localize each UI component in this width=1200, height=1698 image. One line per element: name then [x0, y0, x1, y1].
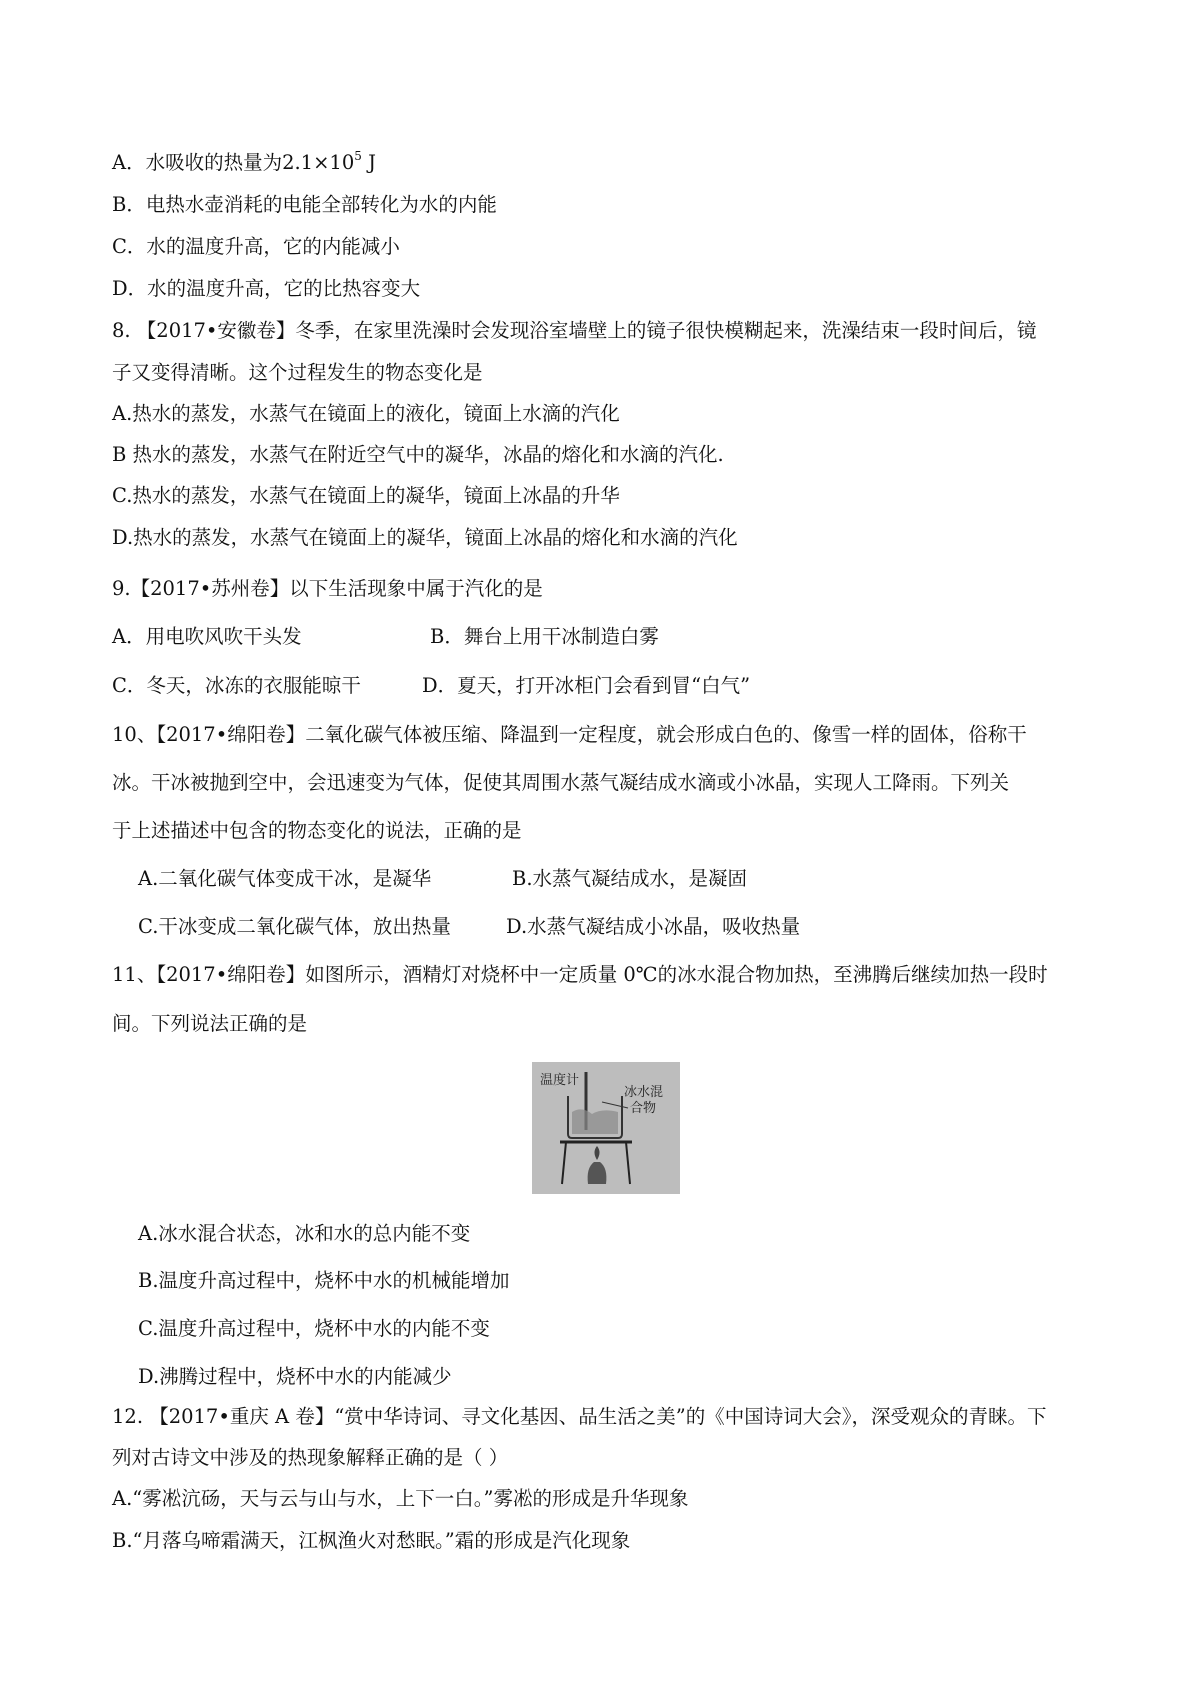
- q8-option-c: C.热水的蒸发，水蒸气在镜面上的凝华，镜面上冰晶的升华: [112, 484, 620, 507]
- q7-option-b: B．电热水壶消耗的电能全部转化为水的内能: [112, 193, 497, 216]
- q12-stem-line-2: 列对古诗文中涉及的热现象解释正确的是（ ）: [112, 1446, 509, 1469]
- q7-option-d: D．水的温度升高，它的比热容变大: [112, 277, 421, 300]
- q11-option-c: C.温度升高过程中，烧杯中水的内能不变: [138, 1317, 490, 1340]
- q9-stem: 9.【2017•苏州卷】以下生活现象中属于汽化的是: [112, 577, 543, 600]
- ice-water-mixture: [572, 1109, 618, 1134]
- q8-option-a: A.热水的蒸发，水蒸气在镜面上的液化，镜面上水滴的汽化: [112, 402, 620, 425]
- q7-option-c: C．水的温度升高，它的内能减小: [112, 235, 400, 258]
- figure-label-mixture-2: 合物: [630, 1101, 657, 1116]
- q10-option-b: B.水蒸气凝结成水，是凝固: [512, 867, 748, 890]
- q10-stem-line-3: 于上述描述中包含的物态变化的说法，正确的是: [112, 819, 522, 842]
- figure-label-thermometer: 温度计: [540, 1073, 580, 1088]
- q11-option-a: A.冰水混合状态，冰和水的总内能不变: [138, 1222, 471, 1245]
- q10-option-a: A.二氧化碳气体变成干冰，是凝华: [138, 867, 432, 890]
- q9-option-d: D．夏天，打开冰柜门会看到冒“白气”: [422, 674, 751, 697]
- q7-option-a: A．水吸收的热量为$2.1\times 10^5$ J: [112, 148, 376, 174]
- q8-stem-line-2: 子又变得清晰。这个过程发生的物态变化是: [112, 361, 483, 384]
- q11-stem-line-2: 间。下列说法正确的是: [112, 1012, 308, 1035]
- q11-option-d: D.沸腾过程中，烧杯中水的内能减少: [138, 1365, 452, 1388]
- q10-stem-line-1: 10、【2017•绵阳卷】二氧化碳气体被压缩、降温到一定程度，就会形成白色的、像雪一样的固体，俗称干: [112, 723, 1027, 746]
- q10-option-d: D.水蒸气凝结成小冰晶，吸收热量: [506, 915, 801, 938]
- q8-option-d: D.热水的蒸发，水蒸气在镜面上的凝华，镜面上冰晶的熔化和水滴的汽化: [112, 526, 738, 549]
- q12-option-a: A.“雾凇沆砀，天与云与山与水，上下一白。”雾凇的形成是升华现象: [112, 1487, 689, 1510]
- q8-option-b: B 热水的蒸发，水蒸气在附近空气中的凝华，冰晶的熔化和水滴的汽化.: [112, 443, 724, 466]
- q11-option-b: B.温度升高过程中，烧杯中水的机械能增加: [138, 1269, 510, 1292]
- q9-option-a: A．用电吹风吹干头发: [112, 625, 302, 648]
- beaker-experiment-figure: [532, 1062, 680, 1194]
- q10-stem-line-2: 冰。干冰被抛到空中，会迅速变为气体，促使其周围水蒸气凝结成水滴或小冰晶，实现人工降雨。下列关: [112, 771, 1010, 794]
- q10-option-c: C.干冰变成二氧化碳气体，放出热量: [138, 915, 451, 938]
- q11-stem-line-1: 11、【2017•绵阳卷】如图所示，酒精灯对烧杯中一定质量 0℃的冰水混合物加热，至沸腾后继续加热一段时: [112, 963, 1048, 986]
- q9-option-b: B．舞台上用干冰制造白雾: [430, 625, 659, 648]
- figure-label-mixture-1: 冰水混: [624, 1085, 664, 1100]
- q12-option-b: B.“月落乌啼霜满天，江枫渔火对愁眠。”霜的形成是汽化现象: [112, 1529, 631, 1552]
- q9-option-c: C．冬天，冰冻的衣服能晾干: [112, 674, 361, 697]
- q12-stem-line-1: 12. 【2017•重庆 A 卷】“赏中华诗词、寻文化基因、品生活之美”的《中国诗词大会》，深受观众的青睐。下: [112, 1405, 1047, 1428]
- q8-stem-line-1: 8. 【2017•安徽卷】冬季，在家里洗澡时会发现浴室墙壁上的镜子很快模糊起来，洗澡结束一段时间后，镜: [112, 319, 1037, 342]
